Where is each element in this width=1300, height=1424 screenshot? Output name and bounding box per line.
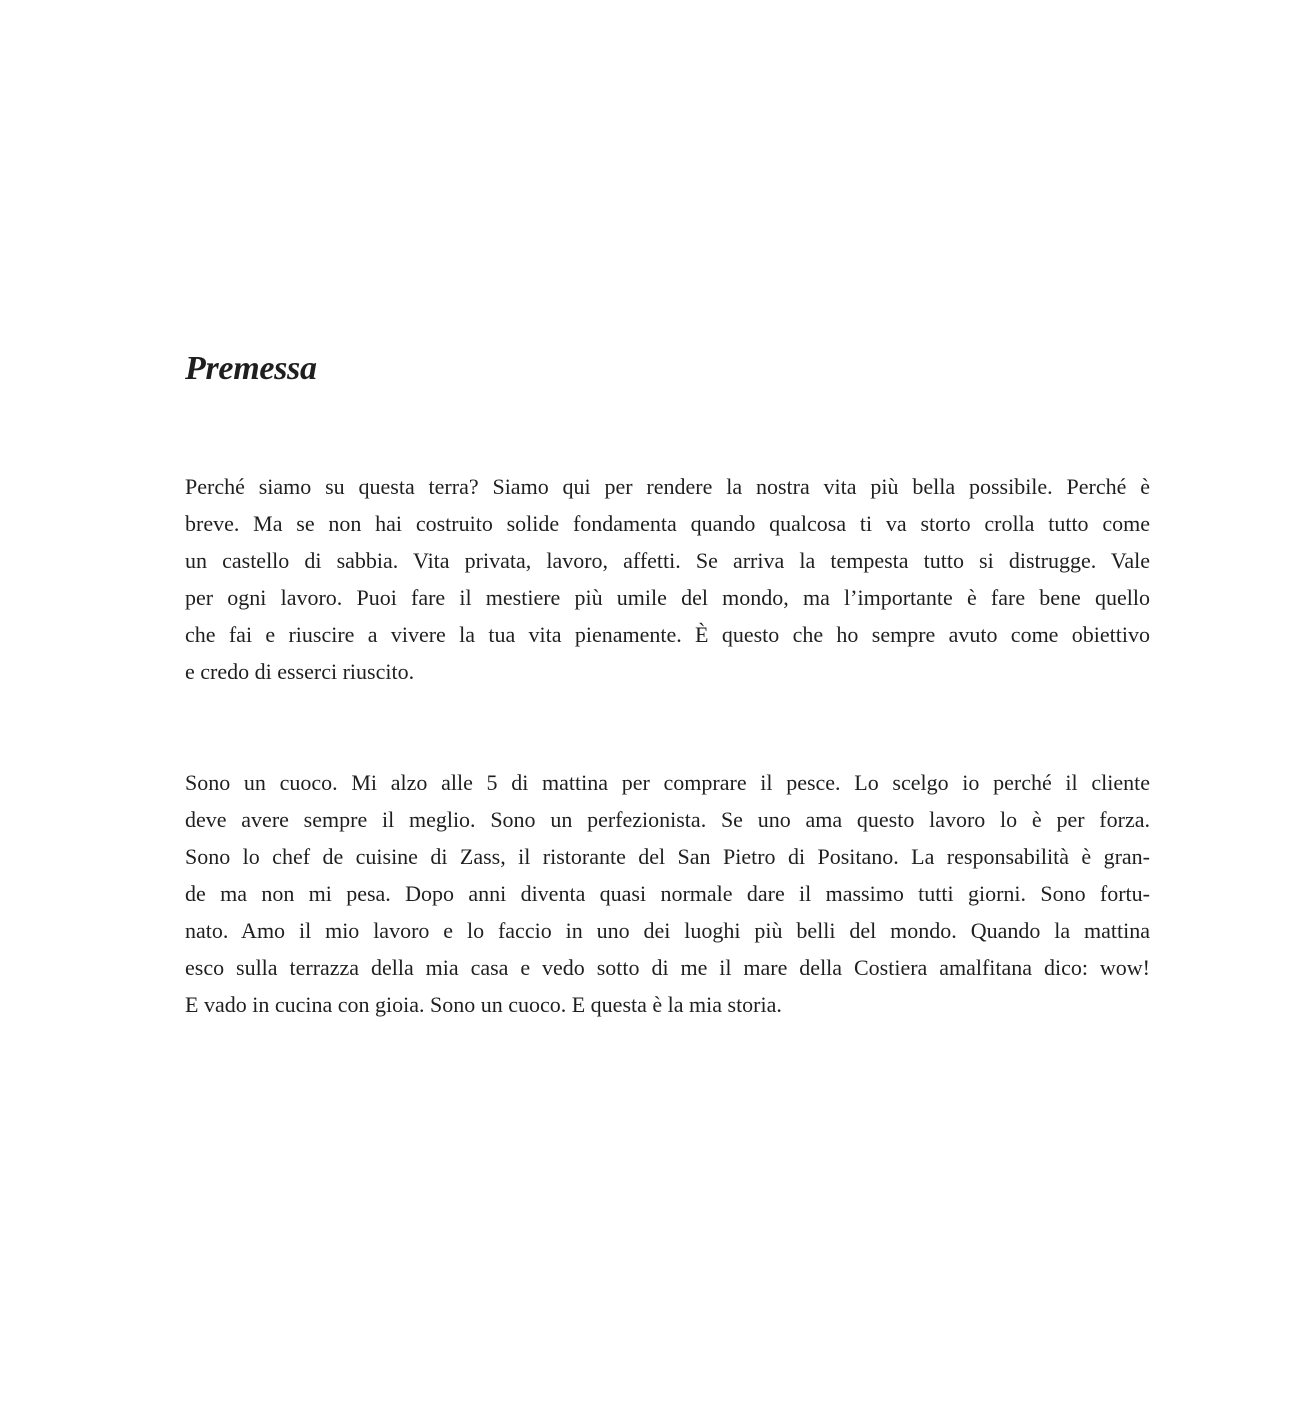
text-line: de ma non mi pesa. Dopo anni diventa quasi normale dare il massimo tutti giorni. Sono fortu- — [185, 881, 1150, 906]
paragraph — [185, 764, 1150, 1023]
text-line: nato. Amo il mio lavoro e lo faccio in uno dei luoghi più belli del mondo. Quando la mattina — [185, 918, 1150, 943]
text-line: Perché siamo su questa terra? Siamo qui per rendere la nostra vita più bella possibile. Perché è — [185, 474, 1150, 499]
text-line: per ogni lavoro. Puoi fare il mestiere più umile del mondo, ma l’importante è fare bene quello — [185, 585, 1150, 610]
text-line: E vado in cucina con gioia. Sono un cuoco. E questa è la mia storia. — [185, 992, 782, 1017]
text-line: Sono lo chef de cuisine di Zass, il ristorante del San Pietro di Positano. La responsabilità è gran- — [185, 844, 1150, 869]
text-line: deve avere sempre il meglio. Sono un perfezionista. Se uno ama questo lavoro lo è per forza. — [185, 807, 1150, 832]
text-line: e credo di esserci riuscito. — [185, 659, 415, 684]
text-line: esco sulla terrazza della mia casa e vedo sotto di me il mare della Costiera amalfitana dico: wow! — [185, 955, 1150, 980]
paragraph — [185, 468, 1150, 690]
text-line: Sono un cuoco. Mi alzo alle 5 di mattina per comprare il pesce. Lo scelgo io perché il cliente — [185, 770, 1150, 795]
chapter-heading: Premessa — [185, 350, 317, 387]
text-line: un castello di sabbia. Vita privata, lavoro, affetti. Se arriva la tempesta tutto si distrugge. Vale — [185, 548, 1150, 573]
text-line: breve. Ma se non hai costruito solide fondamenta quando qualcosa ti va storto crolla tutto come — [185, 511, 1150, 536]
text-line: che fai e riuscire a vivere la tua vita pienamente. È questo che ho sempre avuto come obiettivo — [185, 622, 1150, 647]
body-text — [185, 468, 1150, 1023]
